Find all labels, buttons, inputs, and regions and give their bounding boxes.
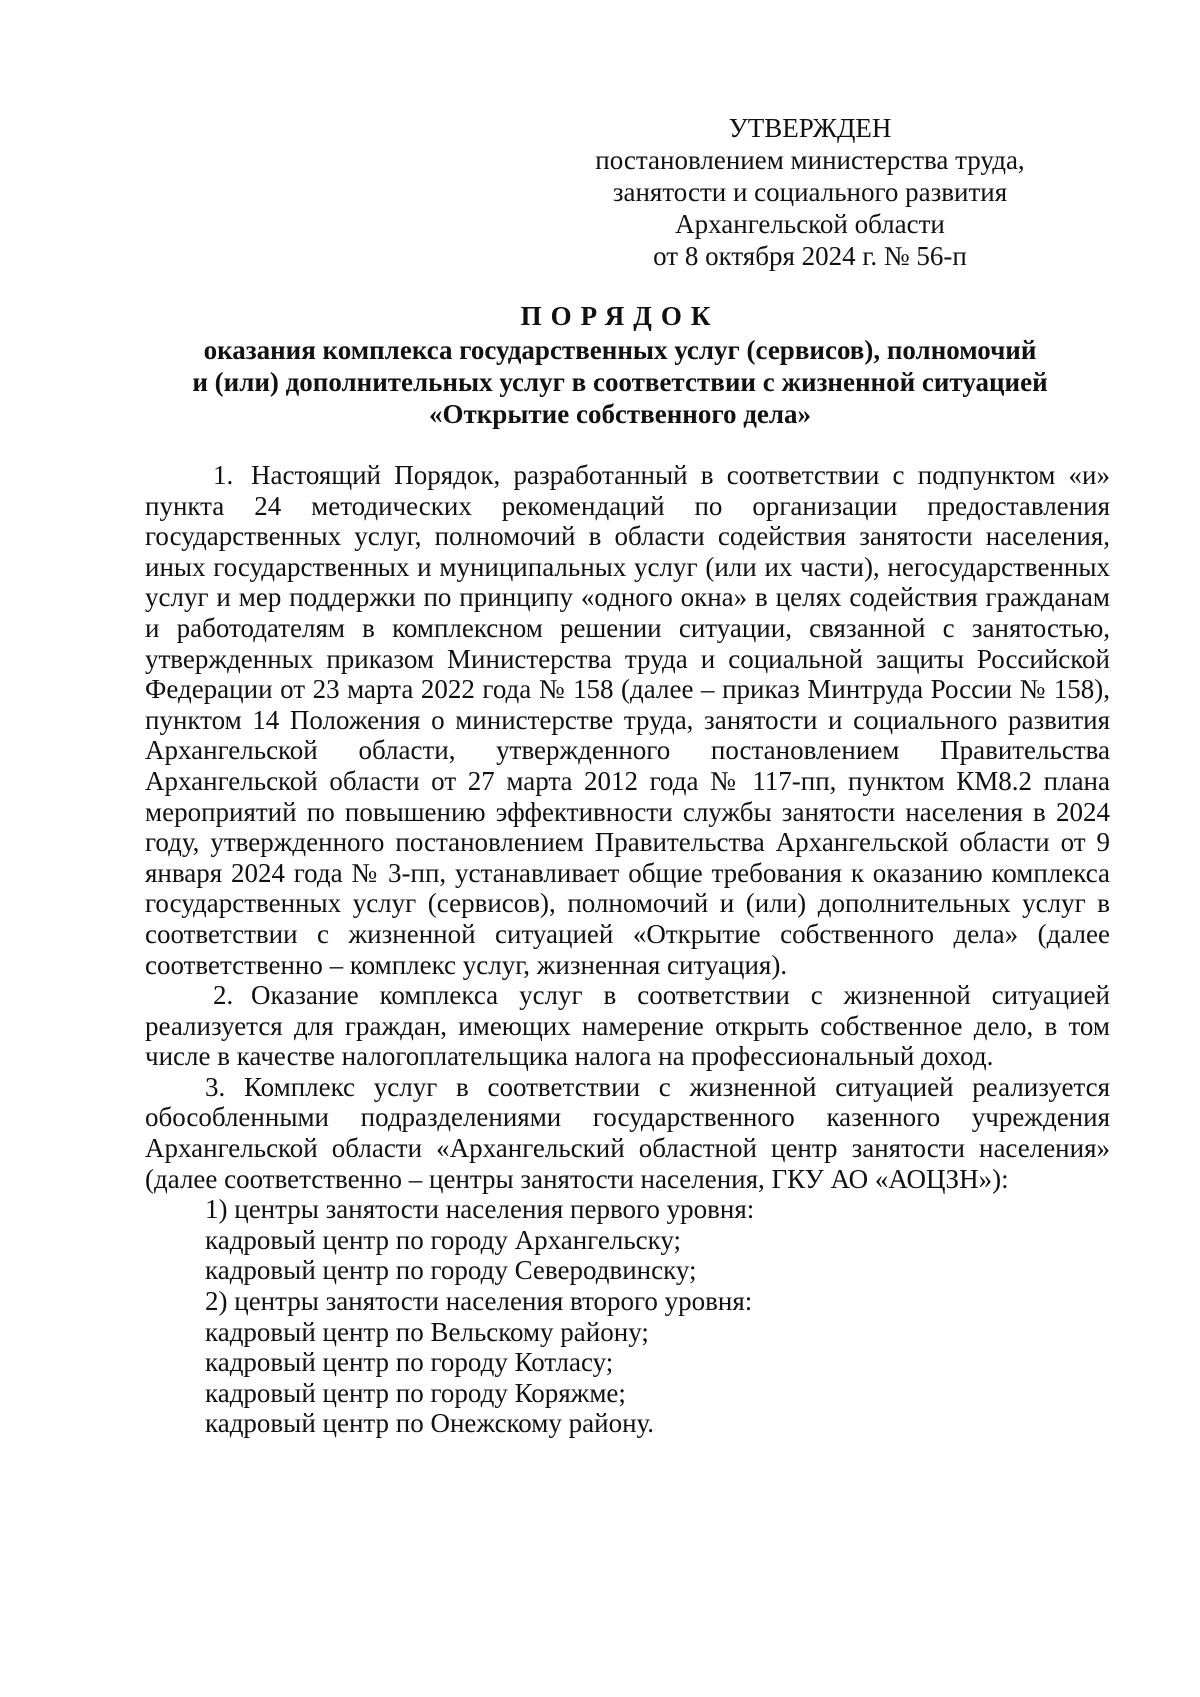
list-item: кадровый центр по городу Котласу;: [205, 1347, 614, 1378]
centers-list: [145, 1194, 1110, 1439]
document-title-block: [130, 300, 1110, 430]
paragraph-3: 3. Комплекс услуг в соответствии с жизненной ситуацией реализуется обособленными подразделениями государственного казенного учреждения Архангельской области «Архангельский областной центр занятости населения» (далее соответственно – центры занятости населения, ГКУ АО «АОЦЗН»):: [145, 1071, 1110, 1194]
paragraph-number: 2.: [213, 980, 234, 1011]
paragraph-text: Оказание комплекса услуг в соответствии с жизненной ситуацией реализуется для граждан, имеющих намерение открыть собственное дело, в том числе в качестве налогоплательщика налога на профессиональный доход.: [145, 980, 1110, 1072]
list-item: кадровый центр по Вельскому району;: [205, 1316, 649, 1347]
document-title: ПОРЯДОК: [520, 301, 720, 331]
document-subtitle-line: и (или) дополнительных услуг в соответствии с жизненной ситуацией: [192, 367, 1048, 397]
approval-heading: УТВЕРЖДЕН: [728, 113, 892, 143]
paragraph-2: [145, 980, 1110, 1072]
document-subtitle-line: «Открытие собственного дела»: [428, 399, 811, 429]
paragraph-number: 1.: [213, 460, 234, 490]
approval-line: занятости и социального развития: [612, 177, 1008, 207]
approval-line: Архангельской области: [675, 209, 945, 239]
paragraph-text: Настоящий Порядок, разработанный в соответствии с подпунктом «и» пункта 24 методических рекомендаций по организации предоставления государственных услуг, полномочий в области содействия занятости населения, иных государственных и муниципальных услуг (или их части), негосударственных услуг и мер поддержки по принципу «одного окна» в целях содействия гражданам и работодателям в комплексном решении ситуации, связанной с занятостью, утвержденных приказом Министерства труда и социальной защиты Российской Федерации от 23 марта 2022 года № 158 (далее – приказ Минтруда России № 158), пунктом 14 Положения о министерстве труда, занятости и социального развития Архангельской области, утвержденного постановлением Правительства Архангельской области от 27 марта 2012 года № 117-пп, пунктом КМ8.2 плана мероприятий по повышению эффективности службы занятости населения в 2024 году, утвержденного постановлением Правительства Архангельской области от 9 января 2024 года № 3-пп, устанавливает общие требования к оказанию комплекса государственных услуг (сервисов), полномочий и (или) дополнительных услуг в соответствии с жизненной ситуацией «Открытие собственного дела» (далее соответственно – комплекс услуг, жизненная ситуация).: [145, 460, 1110, 980]
paragraph-1: [145, 460, 1110, 980]
list-item: кадровый центр по городу Северодвинску;: [205, 1255, 697, 1286]
approval-line: постановлением министерства труда,: [595, 145, 1025, 175]
document-body: [145, 460, 1110, 1439]
document-subtitle-line: оказания комплекса государственных услуг (сервисов), полномочий: [203, 335, 1037, 365]
approval-date: от 8 октября 2024 г. № 56-п: [653, 241, 967, 271]
list-item: кадровый центр по Онежскому району.: [205, 1408, 655, 1439]
list-item: 2) центры занятости населения второго уровня:: [205, 1286, 753, 1317]
list-item: кадровый центр по городу Коряжме;: [205, 1377, 626, 1408]
list-item: 1) центры занятости населения первого уровня:: [205, 1194, 755, 1225]
approval-stamp-block: [560, 112, 1060, 272]
list-item: кадровый центр по городу Архангельску;: [205, 1224, 682, 1255]
